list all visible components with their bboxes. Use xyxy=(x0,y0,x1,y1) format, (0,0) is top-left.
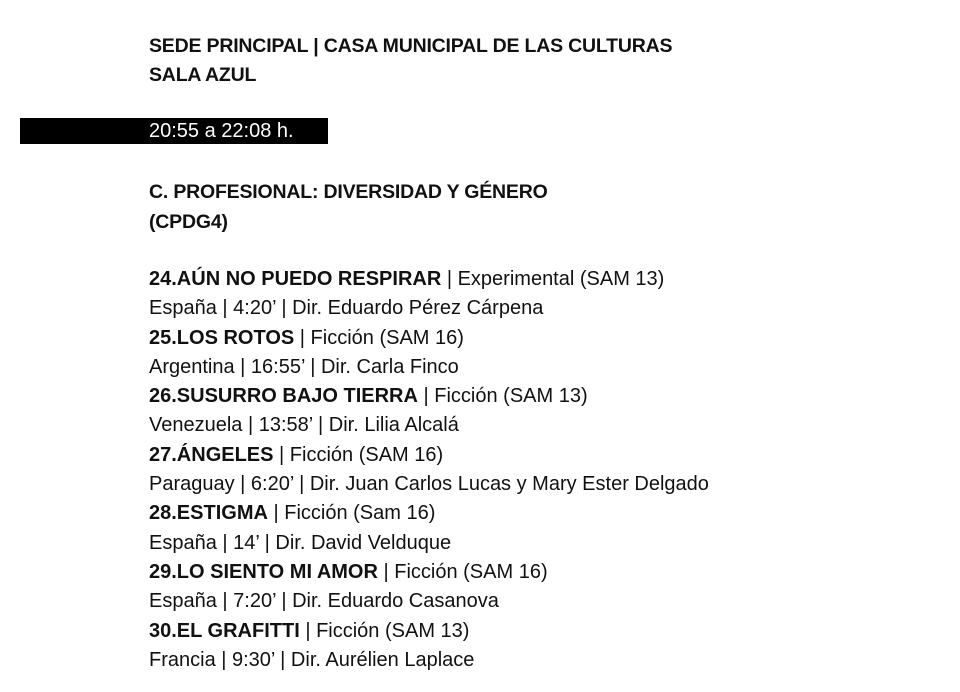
film-genre: | Ficción (SAM 13) xyxy=(417,385,588,408)
film-details: Francia | 9:30’ | Dir. Aurélien Laplace xyxy=(149,648,475,671)
time-banner xyxy=(20,118,328,144)
film-title: 27.ÁNGELES xyxy=(149,443,274,466)
film-details: España | 14’ | Dir. David Velduque xyxy=(149,531,452,554)
film-item xyxy=(149,617,709,676)
film-item xyxy=(149,499,709,558)
film-genre: | Experimental (SAM 13) xyxy=(441,268,665,290)
film-title: 24.AÚN NO PUEDO RESPIRAR xyxy=(149,268,442,290)
film-item xyxy=(149,558,709,617)
film-details: Argentina | 16:55’ | Dir. Carla Finco xyxy=(149,355,459,378)
section-heading xyxy=(149,177,548,237)
film-title: 30.EL GRAFITTI xyxy=(149,619,300,642)
venue-name: SEDE PRINCIPAL | CASA MUNICIPAL DE LAS CULTURAS xyxy=(149,35,673,57)
venue-room: SALA AZUL xyxy=(149,64,257,86)
film-title: 26.SUSURRO BAJO TIERRA xyxy=(149,385,418,408)
film-item xyxy=(149,441,709,500)
film-item xyxy=(149,382,709,441)
film-details: Paraguay | 6:20’ | Dir. Juan Carlos Lucas y Mary Ester Delgado xyxy=(149,473,709,496)
film-details: Venezuela | 13:58’ | Dir. Lilia Alcalá xyxy=(149,414,459,437)
film-list xyxy=(149,265,709,675)
film-item xyxy=(149,324,709,383)
section-code: (CPDG4) xyxy=(149,211,228,233)
film-genre: | Ficción (SAM 16) xyxy=(273,443,444,466)
venue-heading xyxy=(149,32,672,90)
film-details: España | 4:20’ | Dir. Eduardo Pérez Cárpena xyxy=(149,297,544,320)
film-genre: | Ficción (Sam 16) xyxy=(267,502,436,525)
film-details: España | 7:20’ | Dir. Eduardo Casanova xyxy=(149,590,499,613)
film-title: 25.LOS ROTOS xyxy=(149,326,295,349)
film-genre: | Ficción (SAM 16) xyxy=(294,326,464,349)
film-title: 28.ESTIGMA xyxy=(149,502,268,525)
film-genre: | Ficción (SAM 16) xyxy=(377,560,548,583)
section-title: C. PROFESIONAL: DIVERSIDAD Y GÉNERO xyxy=(149,181,548,203)
film-genre: | Ficción (SAM 13) xyxy=(299,619,470,642)
screening-time: 20:55 a 22:08 h. xyxy=(149,120,294,142)
film-title: 29.LO SIENTO MI AMOR xyxy=(149,560,378,583)
film-item xyxy=(149,265,709,324)
